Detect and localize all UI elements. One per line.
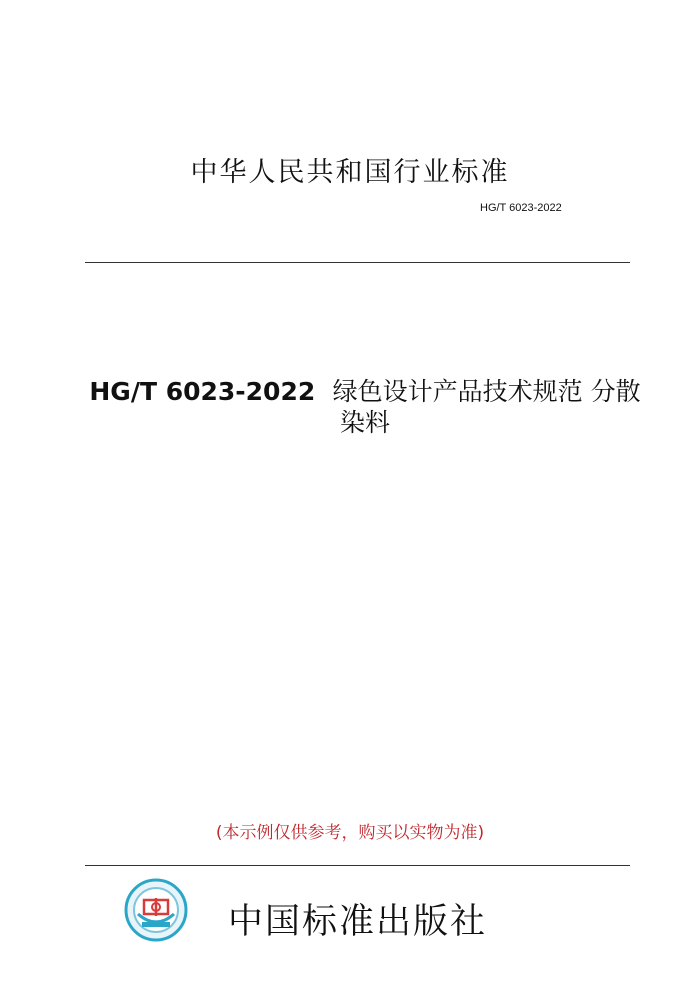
publisher-name: 中国标准出版社 bbox=[228, 902, 488, 942]
document-title bbox=[50, 376, 680, 438]
top-divider bbox=[85, 262, 630, 263]
sample-notice: (本示例仅供参考，购买以实物为准) bbox=[215, 823, 485, 843]
publisher-seal-icon bbox=[124, 878, 188, 942]
document-title-line1 bbox=[50, 376, 680, 407]
document-title-line2: 染料 bbox=[339, 408, 390, 437]
bottom-divider bbox=[85, 865, 630, 866]
header-title: 中华人民共和国行业标准 bbox=[190, 157, 510, 188]
standard-code: HG/T 6023-2022 bbox=[480, 202, 562, 214]
document-title-code: HG/T 6023-2022 bbox=[89, 377, 316, 406]
document-title-text: 绿色设计产品技术规范 分散 bbox=[332, 377, 641, 406]
